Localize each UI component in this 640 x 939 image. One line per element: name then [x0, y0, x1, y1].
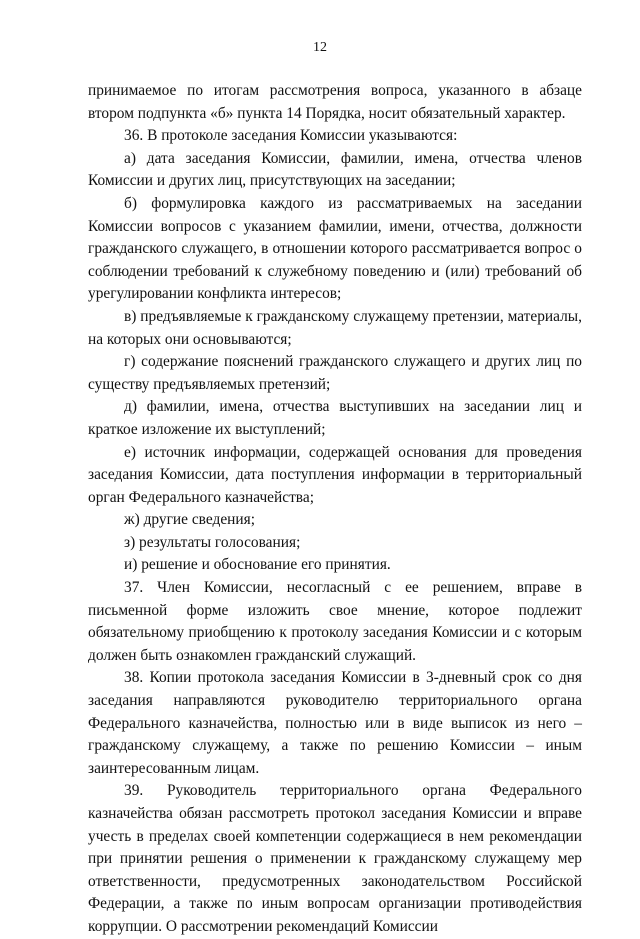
paragraph-37: 37. Член Комиссии, несогласный с ее решением, вправе в письменной форме изложить свое мнение, которое подлежит обязательному приобщению к протоколу заседания Комиссии и с которым должен быть ознакомлен гражданский служащий.: [88, 579, 582, 664]
list-item-d: д) фамилии, имена, отчества выступивших на заседании лиц и краткое изложение их выступлений;: [88, 398, 582, 438]
list-item-a: а) дата заседания Комиссии, фамилии, имена, отчества членов Комиссии и других лиц, присутствующих на заседании;: [88, 149, 582, 190]
list-item-z: з) результаты голосования;: [124, 533, 301, 551]
list-item-b: б) формулировка каждого из рассматриваемых на заседании Комиссии вопросов с указанием фамилии, имени, отчества, должности гражданского служащего, в отношении которого рассматривается вопрос о соблюдении требований к служебному поведению и (или) требований об урегулировании конфликта интересов;: [88, 194, 582, 303]
paragraph-39: 39. Руководитель территориального органа Федерального казначейства обязан рассмотреть протокол заседания Комиссии и вправе учесть в пределах своей компетенции содержащиеся в нем рекомендации при принятии решения о применении к гражданскому служащему мер ответственности, предусмотренных законодательством Российской Федерации, а также по иным вопросам организации противодействия коррупции. О рассмотрении рекомендаций Комиссии: [88, 782, 582, 935]
paragraph-continuation: принимаемое по итогам рассмотрения вопроса, указанного в абзаце втором подпункта «б» пункта 14 Порядка, носит обязательный характер.: [88, 82, 582, 122]
list-item-i: и) решение и обоснование его принятия.: [124, 556, 391, 574]
list-item-v: в) предъявляемые к гражданскому служащему претензии, материалы, на которых они основываются;: [88, 307, 582, 348]
document-body: [88, 80, 582, 939]
list-item-e: е) источник информации, содержащей основания для проведения заседания Комиссии, дата поступления информации в территориальный орган Федерального казначейства;: [88, 443, 582, 506]
list-item-g: г) содержание пояснений гражданского служащего и других лиц по существу предъявляемых претензий;: [88, 353, 582, 393]
paragraph-36: 36. В протоколе заседания Комиссии указываются:: [124, 127, 458, 145]
paragraph-38: 38. Копии протокола заседания Комиссии в 3-дневный срок со дня заседания направляются руководителю территориального органа Федерального казначейства, полностью или в виде выписок из него – гражданскому служащему, а также по решению Комиссии – иным заинтересованным лицам.: [88, 669, 582, 777]
list-item-zh: ж) другие сведения;: [124, 511, 255, 529]
page-number: 12: [313, 40, 327, 55]
